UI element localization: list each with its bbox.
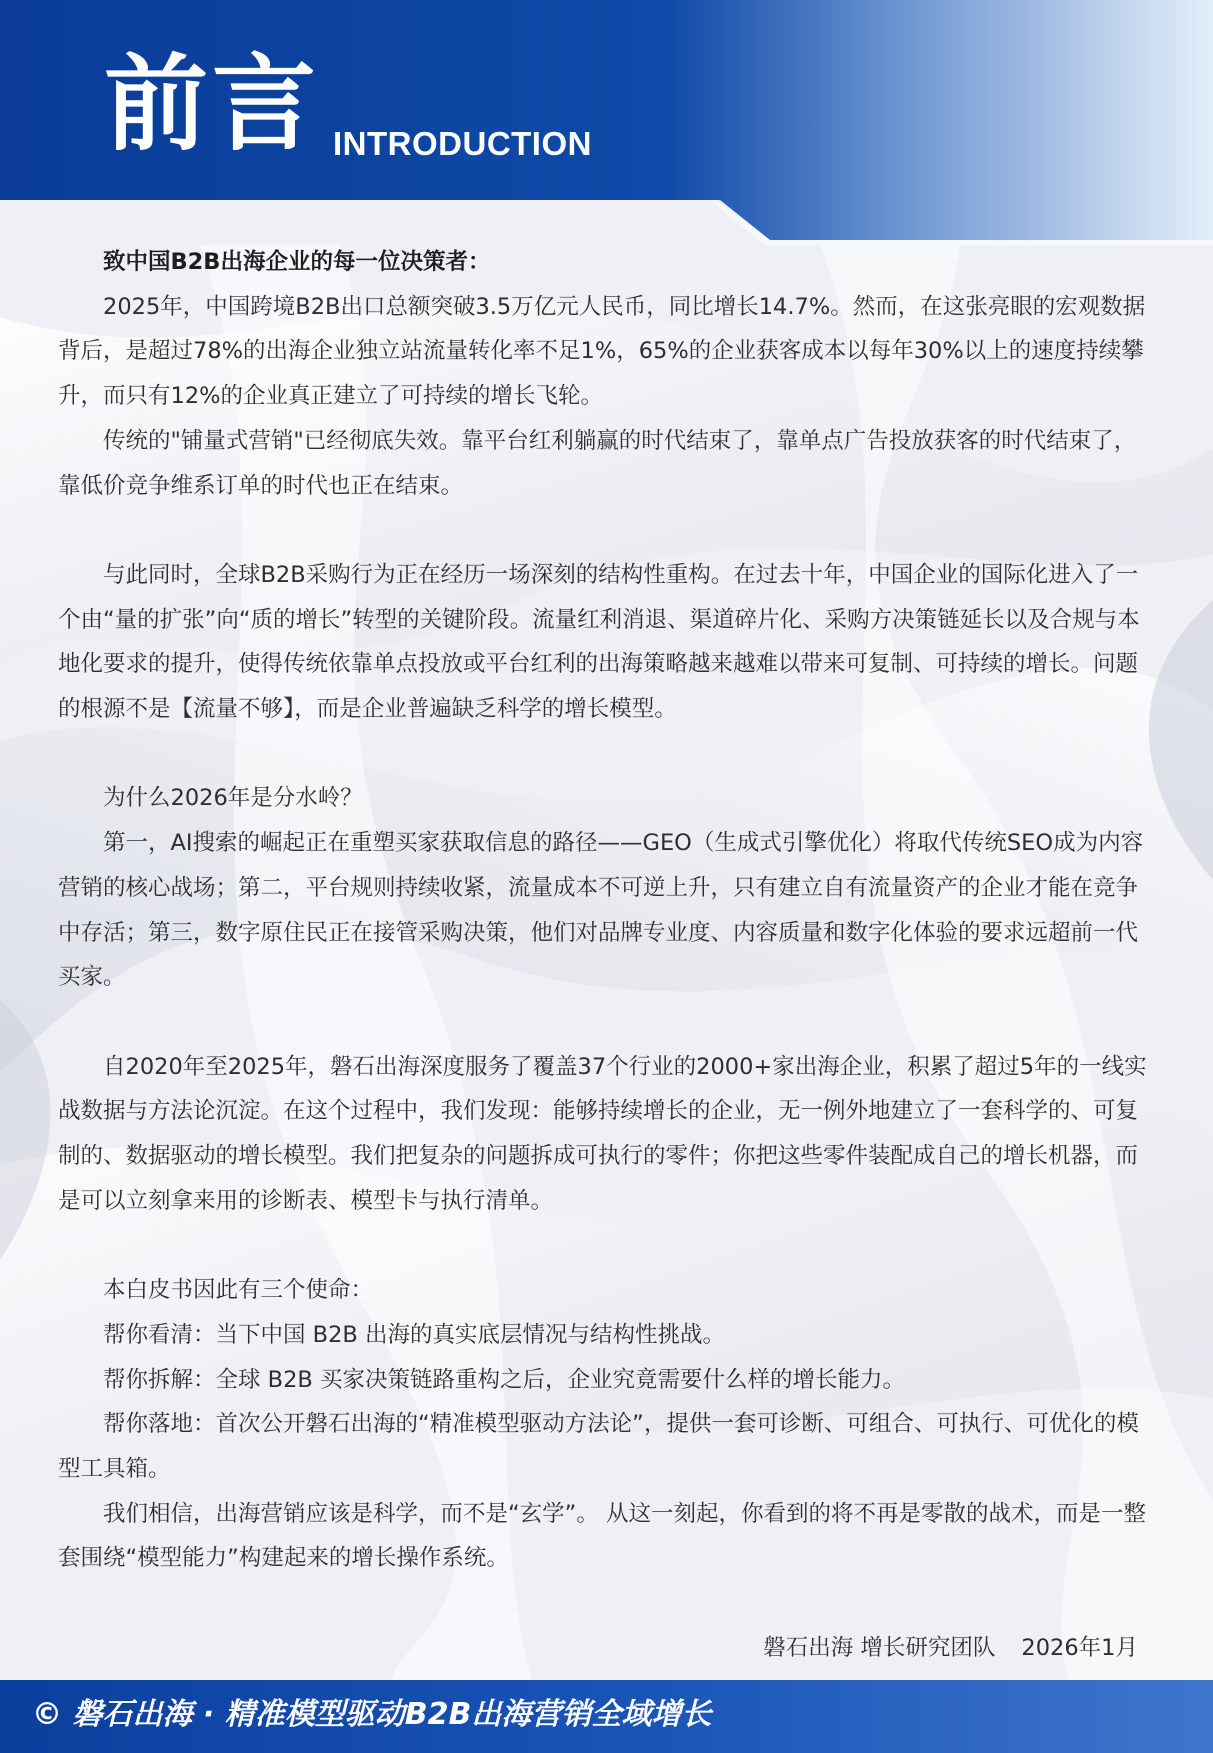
paragraph: 2025年，中国跨境B2B出口总额突破3.5万亿元人民币，同比增长14.7%。然而，在这张亮眼的宏观数据背后，是超过78%的出海企业独立站流量转化率不足1%，65%的企业获客成本以每年30%以上的速度持续攀升，而只有12%的企业真正建立了可持续的增长飞轮。 — [58, 293, 1146, 410]
paragraph-gap — [58, 508, 1148, 553]
paragraph: 我们相信，出海营销应该是科学，而不是“玄学”。 从这一刻起，你看到的将不再是零散的战术，而是一整套围绕“模型能力”构建起来的增长操作系统。 — [58, 1500, 1146, 1572]
paragraph-gap — [58, 732, 1148, 777]
paragraph: 传统的"铺量式营销"已经彻底失效。靠平台红利躺赢的时代结束了，靠单点广告投放获客的时代结束了，靠低价竞争维系订单的时代也正在结束。 — [58, 427, 1137, 499]
paragraph-gap — [58, 1223, 1148, 1268]
page-subtitle-english: INTRODUCTION — [333, 125, 592, 162]
mission-item: 帮你看清：当下中国 B2B 出海的真实底层情况与结构性挑战。 — [103, 1321, 725, 1348]
document-body — [58, 240, 1148, 1670]
page-title: 前言 — [104, 43, 321, 165]
paragraph-gap — [58, 1000, 1148, 1045]
paragraph: 为什么2026年是分水岭？ — [103, 785, 363, 812]
footer-banner — [0, 1680, 1213, 1753]
signature-org: 磐石出海 增长研究团队 — [763, 1634, 996, 1661]
paragraph: 本白皮书因此有三个使命： — [103, 1277, 374, 1304]
signature — [58, 1626, 1138, 1671]
signature-date: 2026年1月 — [1021, 1634, 1138, 1661]
paragraph: 与此同时，全球B2B采购行为正在经历一场深刻的结构性重构。在过去十年，中国企业的国际化进入了一个由“量的扩张”向“质的增长”转型的关键阶段。流量红利消退、渠道碎片化、采购方决策链延长以及合规与本地化要求的提升，使得传统依靠单点投放或平台红利的出海策略越来越难以带来可复制、可持续的增长。问题的根源不是【流量不够】，而是企业普遍缺乏科学的增长模型。 — [58, 561, 1140, 723]
paragraph: 自2020年至2025年，磐石出海深度服务了覆盖37个行业的2000+家出海企业，积累了超过5年的一线实战数据与方法论沉淀。在这个过程中，我们发现：能够持续增长的企业，无一例外地建立了一套科学的、可复制的、数据驱动的增长模型。我们把复杂的问题拆成可执行的零件；你把这些零件装配成自己的增长机器，而是可以立刻拿来用的诊断表、模型卡与执行清单。 — [58, 1053, 1147, 1214]
greeting: 致中国B2B出海企业的每一位决策者： — [103, 249, 491, 275]
paragraph: 第一，AI搜索的崛起正在重塑买家获取信息的路径——GEO（生成式引擎优化）将取代传统SEO成为内容营销的核心战场；第二，平台规则持续收紧，流量成本不可逆上升，只有建立自有流量资产的企业才能在竞争中存活；第三，数字原住民正在接管采购决策，他们对品牌专业度、内容质量和数字化体验的要求远超前一代买家。 — [58, 830, 1144, 991]
mission-item: 帮你拆解：全球 B2B 买家决策链路重构之后，企业究竟需要什么样的增长能力。 — [103, 1366, 905, 1393]
footer-text: © 磐石出海 · 精准模型驱动B2B出海营销全域增长 — [32, 1697, 712, 1732]
paragraph-gap — [58, 1581, 1148, 1626]
mission-item: 帮你落地：首次公开磐石出海的“精准模型驱动方法论”，提供一套可诊断、可组合、可执行、可优化的模型工具箱。 — [58, 1411, 1139, 1482]
